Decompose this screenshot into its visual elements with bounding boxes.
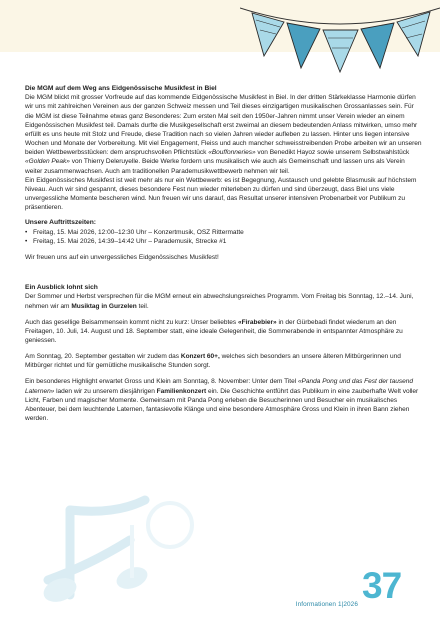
article-paragraph: Am Sonntag, 20. September gestalten wir zudem das Konzert 60+, welches sich besonders an unsere älteren Mitbürgerinnen und Mitbürger richtet und für gemütliche musikalische Stunden sorgt.: [25, 353, 401, 370]
appearances-heading: Unsere Auftrittszeiten:: [25, 219, 97, 227]
music-notes-watermark-icon: [20, 470, 220, 610]
article-paragraph: Ein besonderes Highlight erwartet Gross und Klein am Sonntag, 8. November: Unter dem Titel «Panda Pong und das Fest der tausend Laternen» laden wir zu unserem diesjährigen Familienkonzert ein. Die Geschichte entführt das Publikum in eine zauberhafte Welt voller Licht, Farben und magischer Momente. Gemeinsam mit Panda Pong erleben die Besucherinnen und Besucher ein musikalisches Abenteuer, bei dem leuchtende Laternen, fantasievolle Klänge und eine besondere Atmosphäre Gross und Klein in ihren Bann ziehen werden.: [25, 378, 419, 423]
closing-line: Wir freuen uns auf ein unvergessliches Eidgenössisches Musikfest!: [25, 253, 219, 261]
article-paragraph: Auch das gesellige Beisammensein kommt nicht zu kurz: Unser beliebtes «Firabebier» in der Gürbebadi findet wiederum an den Freitagen, 10. Juli, 14. August und 18. September statt, eine ideale Gelegenheit, die Sommerabende in entspannter Atmosphäre zu geniessen.: [25, 318, 403, 345]
article-paragraph: Der Sommer und Herbst versprechen für die MGM erneut ein abwechslungsreiches Programm. Vom Freitag bis Sonntag, 12.–14. Juni, nehmen wir am Musiktag in Gurzelen teil.: [25, 293, 414, 310]
list-item: • Freitag, 15. Mai 2026, 12:00–12:30 Uhr – Konzertmusik, OSZ Rittermatte: [25, 228, 423, 237]
article-title: Die MGM auf dem Weg ans Eidgenössische Musikfest in Biel: [25, 85, 217, 92]
piece-title: «Bouffonneries»: [208, 149, 256, 157]
piece-title: «Golden Peak»: [25, 158, 70, 166]
list-item: • Freitag, 15. Mai 2026, 14:39–14:42 Uhr – Parademusik, Strecke #1: [25, 237, 423, 246]
article-title: Ein Ausblick lohnt sich: [25, 284, 98, 292]
article-paragraph: Ein Eidgenössisches Musikfest ist weit mehr als nur ein Wettbewerb: es ist Begegnung, Austausch und gelebte Blasmusik auf höchstem Niveau. Auch wir sind gespannt, dieses besondere Fest nun wieder miterleben zu dürfen und sind überzeugt, dass Biel uns viele unvergessliche Momente bescheren wind. Nun freuen wir uns darauf, das Resultat unserer intensiven Probenarbeit vor Publikum zu präsentieren.: [25, 176, 417, 212]
appearances-list: [25, 228, 423, 246]
bunting-decoration-icon: [240, 0, 440, 95]
article-paragraph: Die MGM blickt mit grosser Vorfreude auf das kommende Eidgenössische Musikfest in Biel. In der dritten Stärkeklasse Harmonie dürfen wir uns mit zahlreichen Vereinen aus der ganzen Schweiz messen und Teil dieses einzigartigen musikalischen Grossanlasses sein. Für die MGM ist diese Teilnahme etwas ganz Besonderes: Zum ersten Mal seit den 1950er-Jahren nimmt unser Verein wieder an einem Eidgenössischen Musikfest teil. Damals durfte die Musikgesellschaft erst zweimal an diesem bedeutenden Anlass mitwirken, umso mehr erfüllt es uns heute mit Stolz und Freude, diese Tradition nach so vielen Jahren wieder aufleben zu lassen. Hinter uns liegen intensive Wochen und Monate der Vorbereitung. Mit viel Engagement, Fleiss und auch mancher schweisstreibenden Probe arbeiten wir an unseren beiden Wettbewerbsstücken: dem anspruchsvollen Pflichtstück «Bouffonneries» von Benedikt Hayoz sowie unserem Selbstwahlstück «Golden Peak» von Thierry Deleruyelle. Beide Werke fordern uns musikalisch wie auch als Gemeinschaft und lassen uns als Verein weiter zusammenwachsen. Auch am traditionellen Parademusikwettbewerb nehmen wir teil.: [25, 94, 422, 175]
page-number: 37: [362, 565, 402, 606]
publication-label: Informationen 1|2026: [295, 601, 358, 608]
article-body: [25, 84, 423, 423]
